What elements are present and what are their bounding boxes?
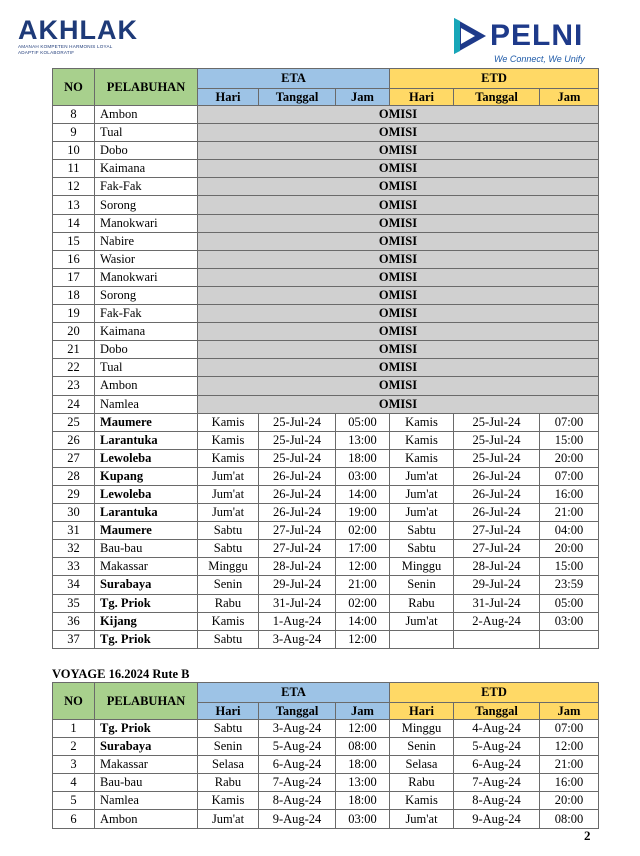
- akhlak-logo-text: AKHLAK: [18, 15, 138, 45]
- table-row: [53, 305, 599, 323]
- col-header-port: PELABUHAN: [95, 683, 198, 720]
- eta-day: Kamis: [198, 449, 259, 467]
- etd-time: 15:00: [540, 431, 599, 449]
- etd-date: 25-Jul-24: [454, 413, 540, 431]
- table-row: [53, 124, 599, 142]
- etd-time: [540, 630, 599, 648]
- port-name: Fak-Fak: [95, 305, 198, 323]
- row-number: 8: [53, 106, 95, 124]
- etd-time: 16:00: [540, 774, 599, 792]
- eta-day: Sabtu: [198, 540, 259, 558]
- port-name: Sorong: [95, 286, 198, 304]
- col-header-etd-day: Hari: [390, 89, 454, 106]
- etd-day: Rabu: [390, 594, 454, 612]
- table-row: [53, 558, 599, 576]
- etd-day: Kamis: [390, 431, 454, 449]
- table-row: [53, 377, 599, 395]
- row-number: 16: [53, 250, 95, 268]
- table-row: [53, 810, 599, 828]
- row-number: 33: [53, 558, 95, 576]
- row-number: 11: [53, 160, 95, 178]
- etd-date: 26-Jul-24: [454, 467, 540, 485]
- eta-time: 13:00: [336, 431, 390, 449]
- eta-time: 14:00: [336, 612, 390, 630]
- etd-day: Jum'at: [390, 612, 454, 630]
- table-row: [53, 142, 599, 160]
- omisi-cell: OMISI: [198, 305, 599, 323]
- row-number: 22: [53, 359, 95, 377]
- etd-day: Kamis: [390, 413, 454, 431]
- eta-date: 25-Jul-24: [259, 449, 336, 467]
- row-number: 32: [53, 540, 95, 558]
- pelni-tagline: We Connect, We Unify: [494, 54, 585, 64]
- row-number: 26: [53, 431, 95, 449]
- table-row: [53, 540, 599, 558]
- port-name: Kupang: [95, 467, 198, 485]
- table-row: [53, 196, 599, 214]
- etd-time: 07:00: [540, 720, 599, 738]
- eta-date: 25-Jul-24: [259, 413, 336, 431]
- etd-date: 25-Jul-24: [454, 431, 540, 449]
- eta-time: 18:00: [336, 792, 390, 810]
- table-row: [53, 178, 599, 196]
- col-header-eta-time: Jam: [336, 89, 390, 106]
- etd-time: 07:00: [540, 413, 599, 431]
- etd-time: 21:00: [540, 756, 599, 774]
- table-row: [53, 630, 599, 648]
- row-number: 6: [53, 810, 95, 828]
- eta-time: 17:00: [336, 540, 390, 558]
- port-name: Namlea: [95, 792, 198, 810]
- omisi-cell: OMISI: [198, 286, 599, 304]
- col-header-etd: ETD: [390, 683, 599, 703]
- eta-day: Kamis: [198, 413, 259, 431]
- eta-date: 25-Jul-24: [259, 431, 336, 449]
- etd-day: Jum'at: [390, 810, 454, 828]
- etd-date: 28-Jul-24: [454, 558, 540, 576]
- port-name: Maumere: [95, 522, 198, 540]
- row-number: 3: [53, 756, 95, 774]
- eta-day: Senin: [198, 576, 259, 594]
- table-row: [53, 286, 599, 304]
- etd-day: [390, 630, 454, 648]
- eta-date: 29-Jul-24: [259, 576, 336, 594]
- eta-day: Rabu: [198, 774, 259, 792]
- eta-day: Senin: [198, 738, 259, 756]
- eta-time: 12:00: [336, 630, 390, 648]
- etd-date: 7-Aug-24: [454, 774, 540, 792]
- port-name: Dobo: [95, 142, 198, 160]
- row-number: 19: [53, 305, 95, 323]
- eta-date: 6-Aug-24: [259, 756, 336, 774]
- col-header-eta-day: Hari: [198, 703, 259, 720]
- omisi-cell: OMISI: [198, 142, 599, 160]
- eta-date: 3-Aug-24: [259, 630, 336, 648]
- eta-date: 26-Jul-24: [259, 467, 336, 485]
- table-row: [53, 612, 599, 630]
- col-header-etd-day: Hari: [390, 703, 454, 720]
- port-name: Tg. Priok: [95, 594, 198, 612]
- port-name: Bau-bau: [95, 540, 198, 558]
- etd-date: 26-Jul-24: [454, 485, 540, 503]
- table-row: [53, 792, 599, 810]
- col-header-etd-date: Tanggal: [454, 703, 540, 720]
- eta-time: 03:00: [336, 467, 390, 485]
- table-row: [53, 594, 599, 612]
- port-name: Makassar: [95, 756, 198, 774]
- etd-day: Jum'at: [390, 485, 454, 503]
- etd-time: 20:00: [540, 792, 599, 810]
- port-name: Manokwari: [95, 268, 198, 286]
- eta-day: Kamis: [198, 431, 259, 449]
- row-number: 20: [53, 323, 95, 341]
- port-name: Bau-bau: [95, 774, 198, 792]
- table-row: [53, 359, 599, 377]
- etd-time: 08:00: [540, 810, 599, 828]
- table-row: [53, 413, 599, 431]
- col-header-eta-date: Tanggal: [259, 89, 336, 106]
- port-name: Fak-Fak: [95, 178, 198, 196]
- etd-time: 16:00: [540, 485, 599, 503]
- row-number: 25: [53, 413, 95, 431]
- port-name: Lewoleba: [95, 485, 198, 503]
- etd-day: Jum'at: [390, 467, 454, 485]
- eta-date: 26-Jul-24: [259, 504, 336, 522]
- page-header: [0, 0, 640, 68]
- pelni-logo: [452, 16, 602, 66]
- etd-time: 12:00: [540, 738, 599, 756]
- omisi-cell: OMISI: [198, 124, 599, 142]
- etd-day: Sabtu: [390, 540, 454, 558]
- row-number: 4: [53, 774, 95, 792]
- etd-date: 26-Jul-24: [454, 504, 540, 522]
- omisi-cell: OMISI: [198, 395, 599, 413]
- etd-time: 07:00: [540, 467, 599, 485]
- pelni-arrow-icon: [452, 16, 488, 56]
- row-number: 5: [53, 792, 95, 810]
- port-name: Kaimana: [95, 323, 198, 341]
- etd-day: Minggu: [390, 558, 454, 576]
- eta-date: 31-Jul-24: [259, 594, 336, 612]
- etd-day: Rabu: [390, 774, 454, 792]
- col-header-no: NO: [53, 69, 95, 106]
- row-number: 37: [53, 630, 95, 648]
- omisi-cell: OMISI: [198, 178, 599, 196]
- port-name: Ambon: [95, 377, 198, 395]
- eta-time: 03:00: [336, 810, 390, 828]
- port-name: Larantuka: [95, 504, 198, 522]
- row-number: 36: [53, 612, 95, 630]
- col-header-eta-time: Jam: [336, 703, 390, 720]
- etd-time: 03:00: [540, 612, 599, 630]
- omisi-cell: OMISI: [198, 196, 599, 214]
- etd-day: Senin: [390, 738, 454, 756]
- eta-time: 02:00: [336, 522, 390, 540]
- etd-date: 8-Aug-24: [454, 792, 540, 810]
- table-row: [53, 250, 599, 268]
- col-header-eta-day: Hari: [198, 89, 259, 106]
- row-number: 15: [53, 232, 95, 250]
- eta-time: 18:00: [336, 449, 390, 467]
- port-name: Tg. Priok: [95, 720, 198, 738]
- col-header-etd: ETD: [390, 69, 599, 89]
- etd-day: Selasa: [390, 756, 454, 774]
- row-number: 30: [53, 504, 95, 522]
- eta-time: 13:00: [336, 774, 390, 792]
- etd-date: 25-Jul-24: [454, 449, 540, 467]
- table-row: [53, 756, 599, 774]
- eta-day: Rabu: [198, 594, 259, 612]
- row-number: 21: [53, 341, 95, 359]
- table-row: [53, 720, 599, 738]
- eta-date: 3-Aug-24: [259, 720, 336, 738]
- port-name: Tual: [95, 124, 198, 142]
- eta-time: 18:00: [336, 756, 390, 774]
- eta-date: 27-Jul-24: [259, 540, 336, 558]
- eta-date: 9-Aug-24: [259, 810, 336, 828]
- port-name: Larantuka: [95, 431, 198, 449]
- port-name: Namlea: [95, 395, 198, 413]
- eta-date: 28-Jul-24: [259, 558, 336, 576]
- eta-day: Sabtu: [198, 720, 259, 738]
- eta-date: 27-Jul-24: [259, 522, 336, 540]
- etd-day: Kamis: [390, 449, 454, 467]
- eta-date: 8-Aug-24: [259, 792, 336, 810]
- port-name: Surabaya: [95, 738, 198, 756]
- etd-date: 4-Aug-24: [454, 720, 540, 738]
- schedule-table-route-a: [52, 68, 599, 649]
- port-name: Makassar: [95, 558, 198, 576]
- etd-date: 6-Aug-24: [454, 756, 540, 774]
- row-number: 12: [53, 178, 95, 196]
- eta-date: 5-Aug-24: [259, 738, 336, 756]
- omisi-cell: OMISI: [198, 377, 599, 395]
- etd-time: 20:00: [540, 540, 599, 558]
- etd-time: 15:00: [540, 558, 599, 576]
- schedule-table-route-b: [52, 682, 599, 829]
- omisi-cell: OMISI: [198, 250, 599, 268]
- akhlak-logo-subtitle: AMANAH KOMPETEN HARMONIS LOYAL ADAPTIF KOLABORATIF: [18, 44, 113, 55]
- eta-time: 05:00: [336, 413, 390, 431]
- port-name: Surabaya: [95, 576, 198, 594]
- table-row: [53, 106, 599, 124]
- eta-day: Selasa: [198, 756, 259, 774]
- row-number: 31: [53, 522, 95, 540]
- table-row: [53, 738, 599, 756]
- etd-date: 27-Jul-24: [454, 522, 540, 540]
- eta-date: 7-Aug-24: [259, 774, 336, 792]
- port-name: Manokwari: [95, 214, 198, 232]
- eta-day: Kamis: [198, 792, 259, 810]
- port-name: Kijang: [95, 612, 198, 630]
- table-row: [53, 268, 599, 286]
- eta-time: 02:00: [336, 594, 390, 612]
- eta-time: 21:00: [336, 576, 390, 594]
- eta-day: Jum'at: [198, 485, 259, 503]
- row-number: 1: [53, 720, 95, 738]
- eta-time: 19:00: [336, 504, 390, 522]
- etd-day: Jum'at: [390, 504, 454, 522]
- row-number: 34: [53, 576, 95, 594]
- port-name: Kaimana: [95, 160, 198, 178]
- port-name: Lewoleba: [95, 449, 198, 467]
- col-header-eta: ETA: [198, 69, 390, 89]
- pelni-logo-text: PELNI: [490, 19, 584, 52]
- port-name: Maumere: [95, 413, 198, 431]
- row-number: 23: [53, 377, 95, 395]
- col-header-no: NO: [53, 683, 95, 720]
- row-number: 18: [53, 286, 95, 304]
- col-header-etd-time: Jam: [540, 703, 599, 720]
- omisi-cell: OMISI: [198, 106, 599, 124]
- table-row: [53, 485, 599, 503]
- eta-day: Jum'at: [198, 467, 259, 485]
- row-number: 17: [53, 268, 95, 286]
- table-row: [53, 576, 599, 594]
- etd-time: 21:00: [540, 504, 599, 522]
- etd-date: 2-Aug-24: [454, 612, 540, 630]
- omisi-cell: OMISI: [198, 323, 599, 341]
- table-row: [53, 431, 599, 449]
- port-name: Tg. Priok: [95, 630, 198, 648]
- eta-day: Minggu: [198, 558, 259, 576]
- table-row: [53, 232, 599, 250]
- col-header-port: PELABUHAN: [95, 69, 198, 106]
- table-row: [53, 214, 599, 232]
- page-number: 2: [584, 828, 591, 843]
- etd-time: 04:00: [540, 522, 599, 540]
- port-name: Ambon: [95, 106, 198, 124]
- col-header-eta: ETA: [198, 683, 390, 703]
- table-row: [53, 160, 599, 178]
- row-number: 14: [53, 214, 95, 232]
- port-name: Nabire: [95, 232, 198, 250]
- omisi-cell: OMISI: [198, 359, 599, 377]
- etd-date: 27-Jul-24: [454, 540, 540, 558]
- etd-date: [454, 630, 540, 648]
- eta-time: 12:00: [336, 720, 390, 738]
- etd-time: 20:00: [540, 449, 599, 467]
- omisi-cell: OMISI: [198, 232, 599, 250]
- eta-day: Jum'at: [198, 810, 259, 828]
- table-row: [53, 504, 599, 522]
- port-name: Tual: [95, 359, 198, 377]
- port-name: Wasior: [95, 250, 198, 268]
- table-row: [53, 323, 599, 341]
- eta-date: 26-Jul-24: [259, 485, 336, 503]
- etd-day: Minggu: [390, 720, 454, 738]
- etd-date: 29-Jul-24: [454, 576, 540, 594]
- voyage-title: VOYAGE 16.2024 Rute B: [52, 667, 190, 681]
- etd-date: 9-Aug-24: [454, 810, 540, 828]
- eta-time: 14:00: [336, 485, 390, 503]
- row-number: 24: [53, 395, 95, 413]
- omisi-cell: OMISI: [198, 341, 599, 359]
- row-number: 10: [53, 142, 95, 160]
- port-name: Dobo: [95, 341, 198, 359]
- row-number: 13: [53, 196, 95, 214]
- col-header-etd-time: Jam: [540, 89, 599, 106]
- etd-day: Kamis: [390, 792, 454, 810]
- etd-date: 5-Aug-24: [454, 738, 540, 756]
- akhlak-logo: [18, 16, 138, 56]
- eta-date: 1-Aug-24: [259, 612, 336, 630]
- row-number: 2: [53, 738, 95, 756]
- col-header-etd-date: Tanggal: [454, 89, 540, 106]
- port-name: Ambon: [95, 810, 198, 828]
- eta-day: Sabtu: [198, 522, 259, 540]
- omisi-cell: OMISI: [198, 214, 599, 232]
- table-row: [53, 522, 599, 540]
- table-row: [53, 467, 599, 485]
- row-number: 35: [53, 594, 95, 612]
- col-header-eta-date: Tanggal: [259, 703, 336, 720]
- table-row: [53, 341, 599, 359]
- etd-day: Sabtu: [390, 522, 454, 540]
- table-row: [53, 774, 599, 792]
- omisi-cell: OMISI: [198, 160, 599, 178]
- table-row: [53, 395, 599, 413]
- row-number: 27: [53, 449, 95, 467]
- omisi-cell: OMISI: [198, 268, 599, 286]
- row-number: 9: [53, 124, 95, 142]
- port-name: Sorong: [95, 196, 198, 214]
- eta-day: Jum'at: [198, 504, 259, 522]
- eta-time: 12:00: [336, 558, 390, 576]
- etd-time: 23:59: [540, 576, 599, 594]
- eta-time: 08:00: [336, 738, 390, 756]
- table-row: [53, 449, 599, 467]
- eta-day: Sabtu: [198, 630, 259, 648]
- etd-time: 05:00: [540, 594, 599, 612]
- etd-date: 31-Jul-24: [454, 594, 540, 612]
- eta-day: Kamis: [198, 612, 259, 630]
- row-number: 29: [53, 485, 95, 503]
- row-number: 28: [53, 467, 95, 485]
- etd-day: Senin: [390, 576, 454, 594]
